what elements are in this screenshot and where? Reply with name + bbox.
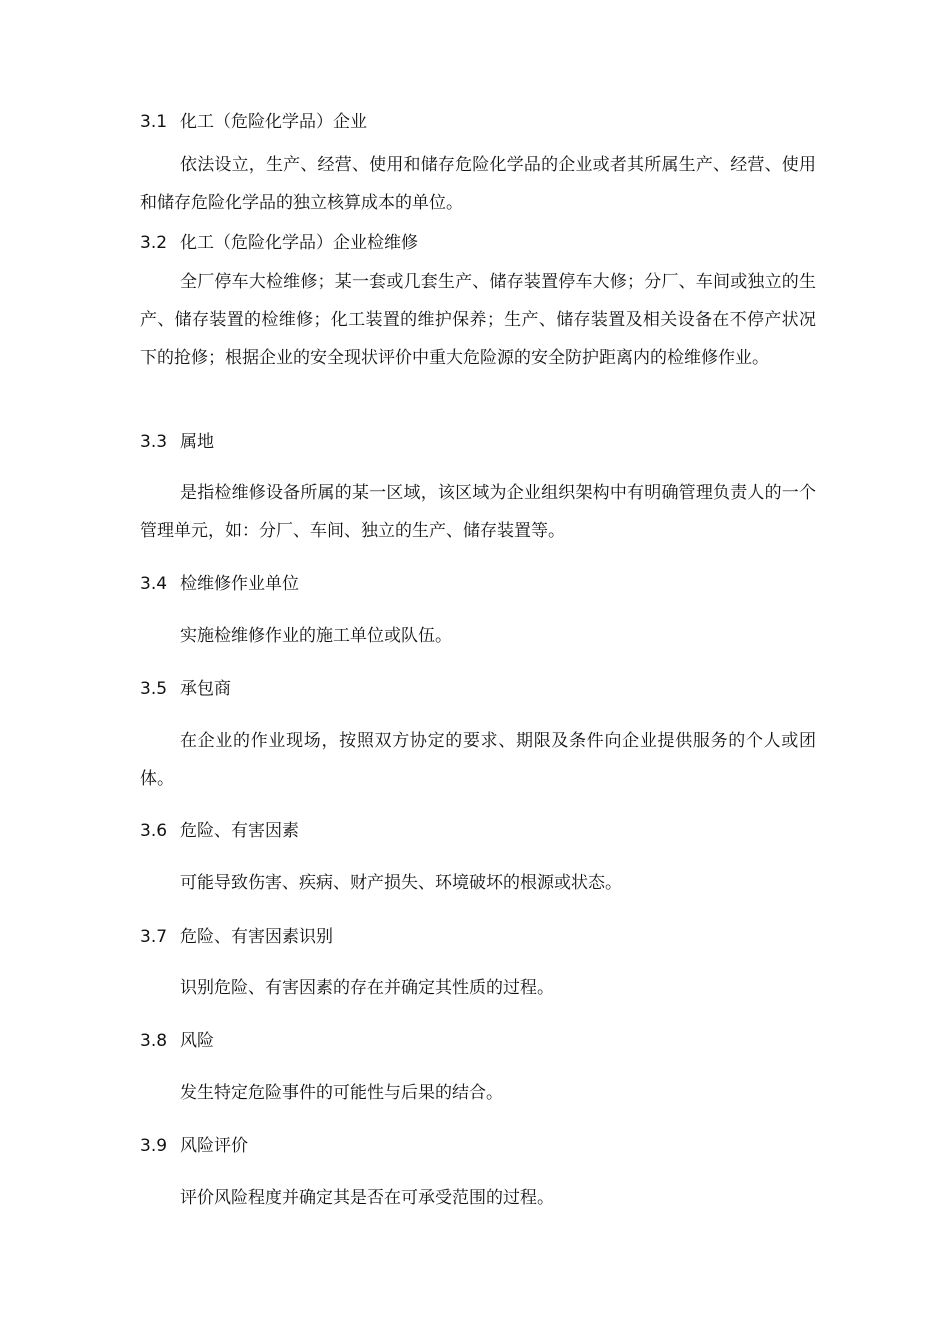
section-body-3-8: 发生特定危险事件的可能性与后果的结合。 xyxy=(180,1083,503,1103)
section-title: 化工（危险化学品）企业检维修 xyxy=(180,233,418,253)
section-heading-3-6 xyxy=(140,819,299,843)
section-title: 危险、有害因素识别 xyxy=(180,927,333,947)
section-title: 危险、有害因素 xyxy=(180,821,299,841)
section-title: 属地 xyxy=(180,432,214,452)
section-number: 3.9 xyxy=(140,1136,168,1156)
section-body-3-1: 依法设立，生产、经营、使用和储存危险化学品的企业或者其所属生产、经营、使用和储存危险化学品的独立核算成本的单位。 xyxy=(140,155,816,213)
section-number: 3.2 xyxy=(140,233,168,253)
section-number: 3.7 xyxy=(140,927,168,947)
section-number: 3.3 xyxy=(140,432,168,452)
section-body-3-7: 识别危险、有害因素的存在并确定其性质的过程。 xyxy=(180,978,554,998)
section-number: 3.4 xyxy=(140,574,168,594)
section-body-3-3: 是指检维修设备所属的某一区域，该区域为企业组织架构中有明确管理负责人的一个管理单元，如：分厂、车间、独立的生产、储存装置等。 xyxy=(140,483,816,541)
section-heading-3-3 xyxy=(140,430,214,454)
section-number: 3.6 xyxy=(140,821,168,841)
section-title: 风险 xyxy=(180,1031,214,1051)
section-body-3-6: 可能导致伤害、疾病、财产损失、环境破坏的根源或状态。 xyxy=(180,873,622,893)
section-heading-3-1 xyxy=(140,110,367,134)
section-heading-3-2 xyxy=(140,231,418,255)
section-heading-3-4 xyxy=(140,572,299,596)
section-body-3-4: 实施检维修作业的施工单位或队伍。 xyxy=(180,626,452,646)
section-heading-3-8 xyxy=(140,1029,214,1053)
section-heading-3-9 xyxy=(140,1134,248,1158)
section-body-3-2: 全厂停车大检维修；某一套或几套生产、储存装置停车大修；分厂、车间或独立的生产、储存装置的检维修；化工装置的维护保养；生产、储存装置及相关设备在不停产状况下的抢修；根据企业的安全现状评价中重大危险源的安全防护距离内的检维修作业。 xyxy=(140,272,816,368)
section-title: 风险评价 xyxy=(180,1136,248,1156)
section-number: 3.1 xyxy=(140,112,168,132)
section-number: 3.5 xyxy=(140,679,168,699)
section-title: 检维修作业单位 xyxy=(180,574,299,594)
section-body-3-5: 在企业的作业现场，按照双方协定的要求、期限及条件向企业提供服务的个人或团体。 xyxy=(140,731,816,789)
section-body-3-9: 评价风险程度并确定其是否在可承受范围的过程。 xyxy=(180,1188,554,1208)
section-title: 承包商 xyxy=(180,679,231,699)
section-heading-3-5 xyxy=(140,677,231,701)
section-number: 3.8 xyxy=(140,1031,168,1051)
section-heading-3-7 xyxy=(140,925,333,949)
section-title: 化工（危险化学品）企业 xyxy=(180,112,367,132)
